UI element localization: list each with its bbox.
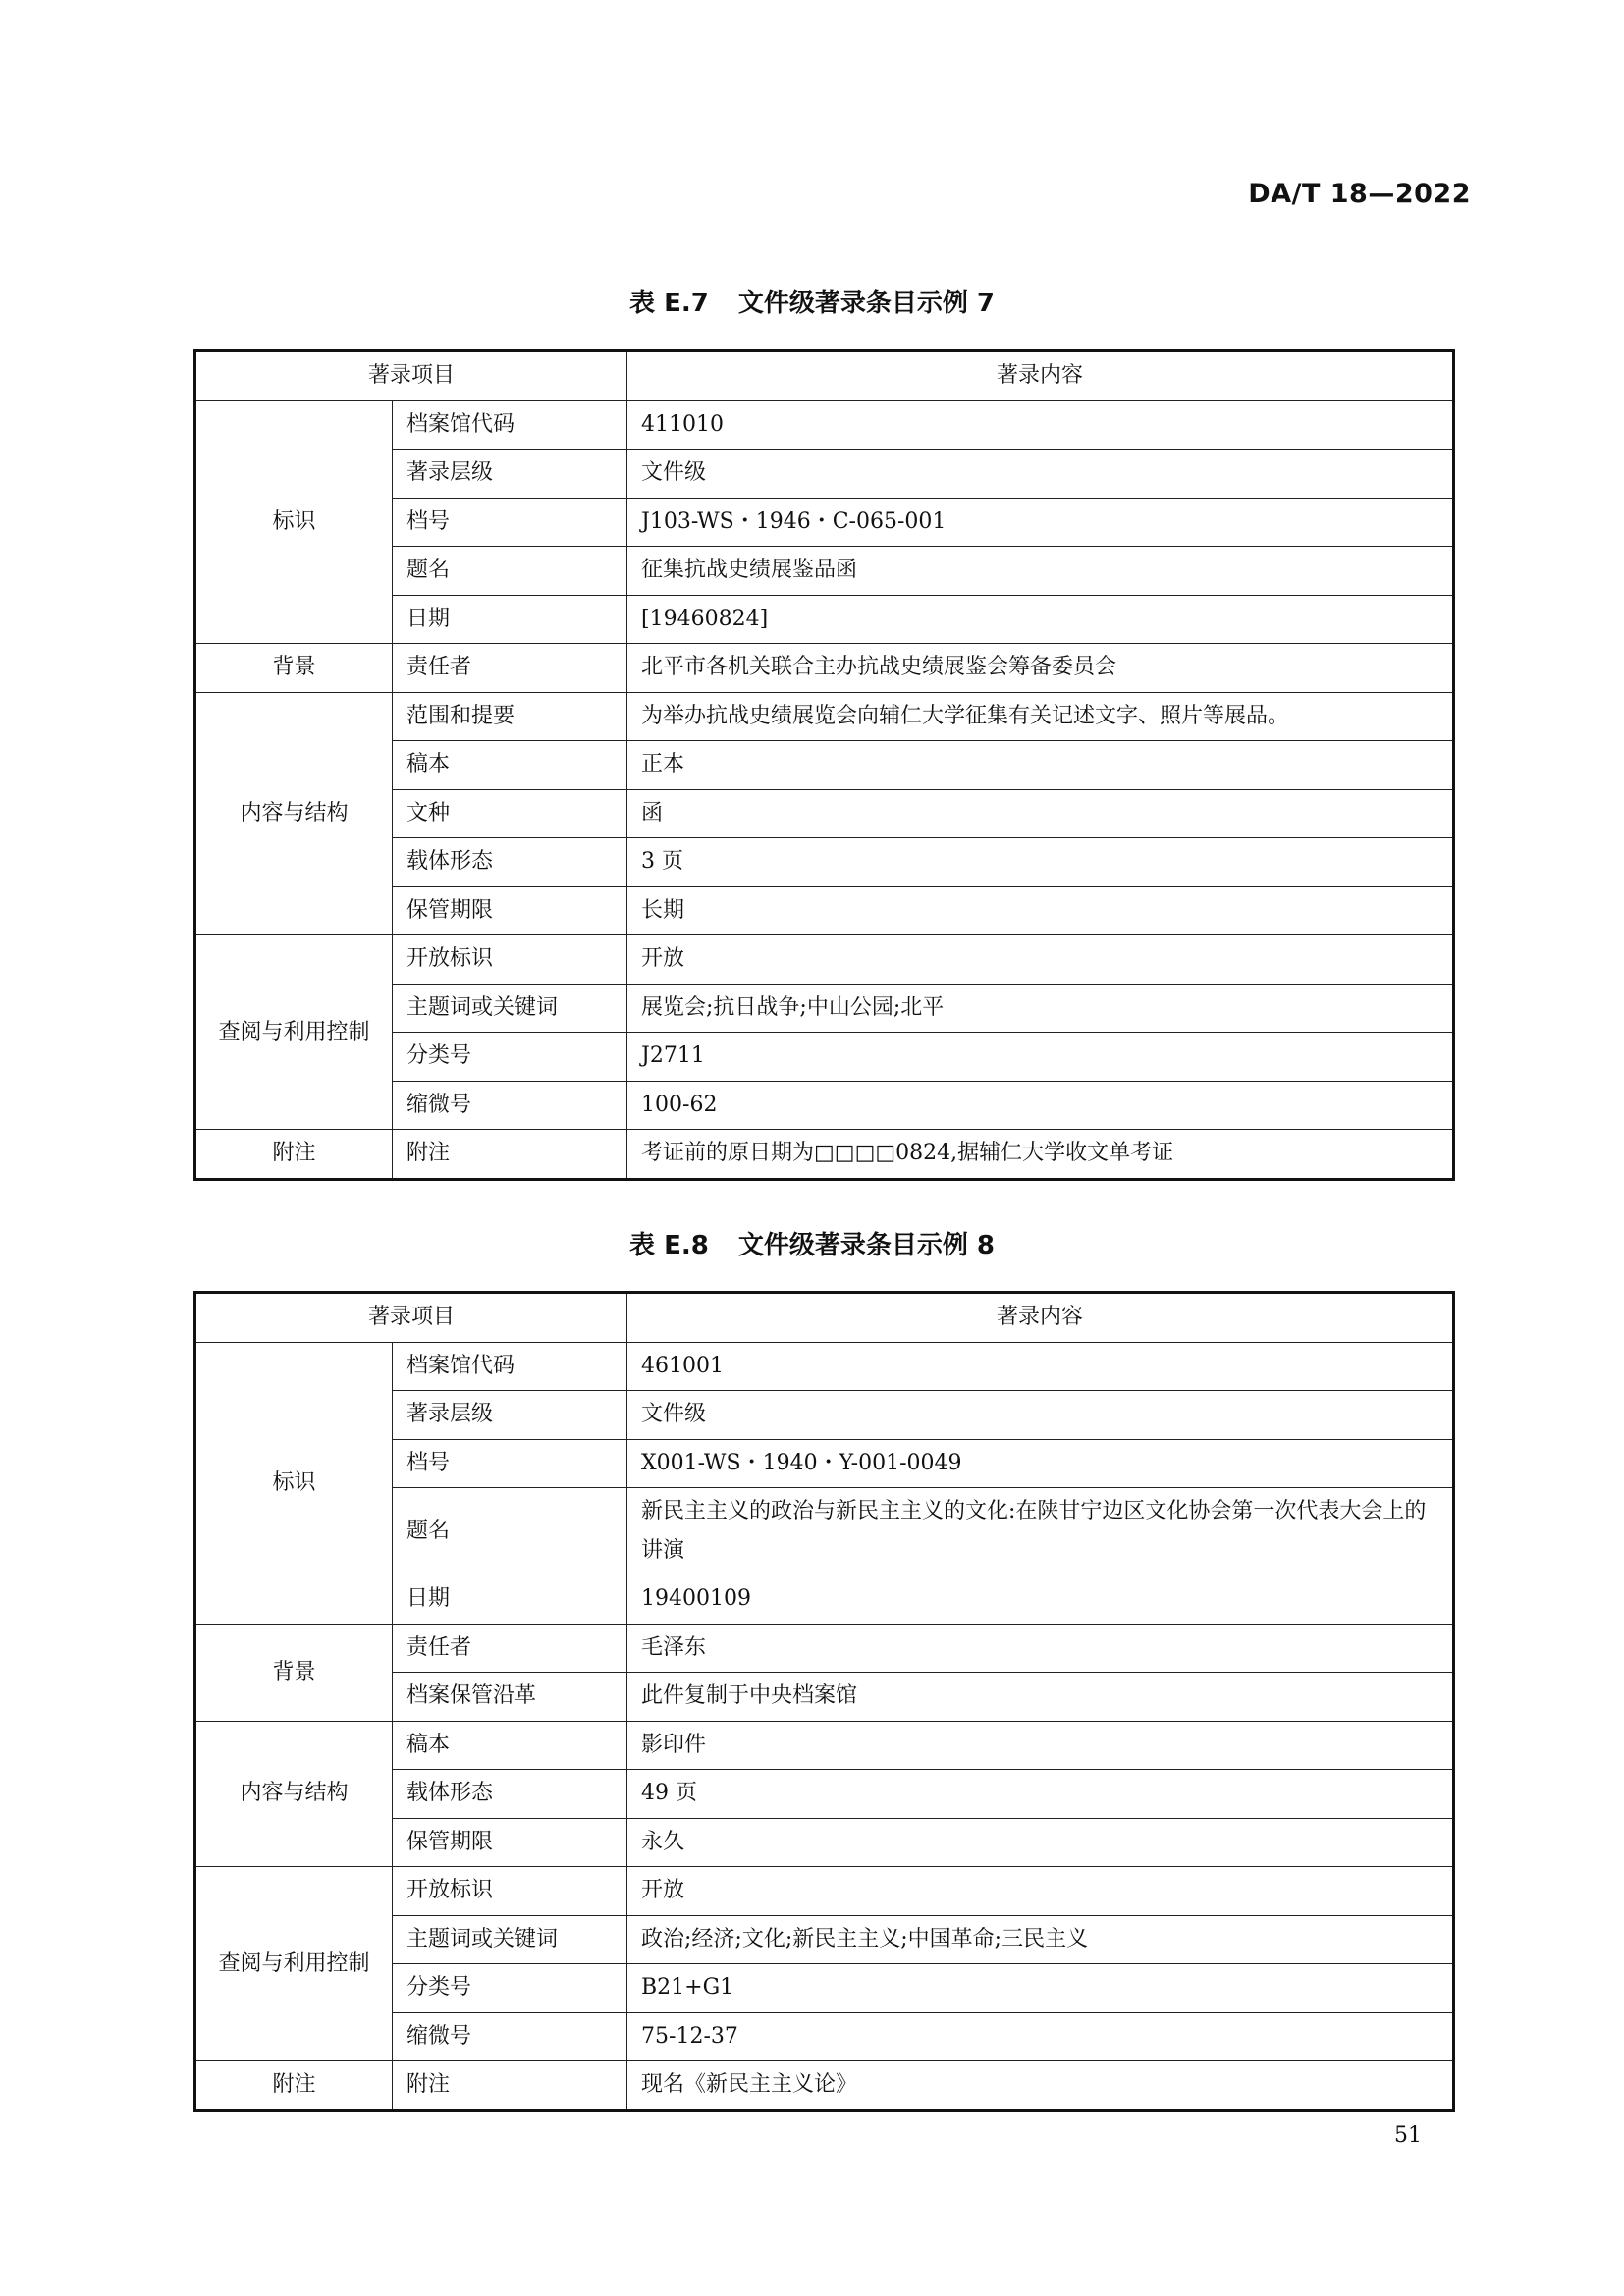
content-cell: 75-12-37 bbox=[627, 2012, 1454, 2061]
content-cell: J2711 bbox=[627, 1033, 1454, 1082]
table-row bbox=[195, 2061, 1454, 2111]
content-cell: 411010 bbox=[627, 400, 1454, 450]
item-cell: 责任者 bbox=[393, 644, 627, 693]
item-cell: 缩微号 bbox=[393, 1081, 627, 1130]
content-cell: B21+G1 bbox=[627, 1964, 1454, 2013]
group-name: 标识 bbox=[195, 400, 393, 644]
table-number: 表 E.8 bbox=[629, 1231, 709, 1260]
content-cell: 开放 bbox=[627, 1867, 1454, 1916]
table-row bbox=[195, 935, 1454, 985]
item-cell: 著录层级 bbox=[393, 1391, 627, 1440]
item-cell: 稿本 bbox=[393, 741, 627, 790]
group-name: 附注 bbox=[195, 2061, 393, 2111]
item-cell: 主题词或关键词 bbox=[393, 984, 627, 1033]
item-cell: 载体形态 bbox=[393, 838, 627, 887]
content-cell: 北平市各机关联合主办抗战史绩展鉴会筹备委员会 bbox=[627, 644, 1454, 693]
table-number: 表 E.7 bbox=[629, 289, 709, 318]
table-row bbox=[195, 1130, 1454, 1180]
item-cell: 日期 bbox=[393, 1575, 627, 1625]
item-cell: 题名 bbox=[393, 547, 627, 596]
content-cell: 展览会;抗日战争;中山公园;北平 bbox=[627, 984, 1454, 1033]
content-cell: 影印件 bbox=[627, 1721, 1454, 1770]
content-cell: 3 页 bbox=[627, 838, 1454, 887]
col-header-item: 著录项目 bbox=[195, 351, 627, 401]
header-row bbox=[195, 351, 1454, 401]
content-cell: 现名《新民主主义论》 bbox=[627, 2061, 1454, 2111]
item-cell: 档案馆代码 bbox=[393, 1342, 627, 1391]
content-cell: 毛泽东 bbox=[627, 1624, 1454, 1673]
item-cell: 开放标识 bbox=[393, 1867, 627, 1916]
item-cell: 著录层级 bbox=[393, 450, 627, 499]
group-name: 查阅与利用控制 bbox=[195, 1867, 393, 2061]
table-row bbox=[195, 1721, 1454, 1770]
content-cell: 长期 bbox=[627, 886, 1454, 935]
item-cell: 日期 bbox=[393, 595, 627, 644]
item-cell: 主题词或关键词 bbox=[393, 1915, 627, 1964]
content-cell: 此件复制于中央档案馆 bbox=[627, 1673, 1454, 1722]
content-cell: 正本 bbox=[627, 741, 1454, 790]
item-cell: 档号 bbox=[393, 1439, 627, 1488]
content-cell: 新民主主义的政治与新民主主义的文化:在陕甘宁边区文化协会第一次代表大会上的讲演 bbox=[627, 1488, 1454, 1575]
table-e7-caption bbox=[0, 283, 1624, 319]
content-cell: 19400109 bbox=[627, 1575, 1454, 1625]
content-cell: 政治;经济;文化;新民主主义;中国革命;三民主义 bbox=[627, 1915, 1454, 1964]
table-title: 文件级著录条目示例 7 bbox=[737, 289, 995, 318]
page-number: 51 bbox=[1394, 2123, 1422, 2148]
content-cell: [19460824] bbox=[627, 595, 1454, 644]
group-name: 附注 bbox=[195, 1130, 393, 1180]
content-cell: 开放 bbox=[627, 935, 1454, 985]
content-cell: 函 bbox=[627, 789, 1454, 838]
item-cell: 档案保管沿革 bbox=[393, 1673, 627, 1722]
content-cell: 征集抗战史绩展鉴品函 bbox=[627, 547, 1454, 596]
item-cell: 档案馆代码 bbox=[393, 400, 627, 450]
item-cell: 分类号 bbox=[393, 1033, 627, 1082]
header-row bbox=[195, 1293, 1454, 1343]
item-cell: 稿本 bbox=[393, 1721, 627, 1770]
group-name: 内容与结构 bbox=[195, 1721, 393, 1867]
col-header-item: 著录项目 bbox=[195, 1293, 627, 1343]
table-row bbox=[195, 1867, 1454, 1916]
item-cell: 附注 bbox=[393, 1130, 627, 1180]
group-name: 背景 bbox=[195, 644, 393, 693]
content-cell: 461001 bbox=[627, 1342, 1454, 1391]
content-cell: 文件级 bbox=[627, 1391, 1454, 1440]
table-title: 文件级著录条目示例 8 bbox=[737, 1231, 995, 1260]
content-cell: 为举办抗战史绩展览会向辅仁大学征集有关记述文字、照片等展品。 bbox=[627, 692, 1454, 741]
group-name: 内容与结构 bbox=[195, 692, 393, 935]
group-name: 标识 bbox=[195, 1342, 393, 1624]
item-cell: 载体形态 bbox=[393, 1770, 627, 1819]
item-cell: 责任者 bbox=[393, 1624, 627, 1673]
standard-code: DA/T 18—2022 bbox=[1248, 179, 1471, 209]
content-cell: 考证前的原日期为□□□□0824,据辅仁大学收文单考证 bbox=[627, 1130, 1454, 1180]
item-cell: 缩微号 bbox=[393, 2012, 627, 2061]
content-cell: X001-WS・1940・Y-001-0049 bbox=[627, 1439, 1454, 1488]
col-header-content: 著录内容 bbox=[627, 1293, 1454, 1343]
table-row bbox=[195, 644, 1454, 693]
group-name: 查阅与利用控制 bbox=[195, 935, 393, 1130]
content-cell: J103-WS・1946・C-065-001 bbox=[627, 498, 1454, 547]
table-row bbox=[195, 400, 1454, 450]
content-cell: 永久 bbox=[627, 1818, 1454, 1867]
item-cell: 分类号 bbox=[393, 1964, 627, 2013]
item-cell: 范围和提要 bbox=[393, 692, 627, 741]
group-name: 背景 bbox=[195, 1624, 393, 1721]
catalog-table-e8 bbox=[193, 1291, 1455, 2112]
item-cell: 档号 bbox=[393, 498, 627, 547]
item-cell: 附注 bbox=[393, 2061, 627, 2111]
item-cell: 保管期限 bbox=[393, 886, 627, 935]
catalog-table-e7 bbox=[193, 349, 1455, 1181]
item-cell: 开放标识 bbox=[393, 935, 627, 985]
item-cell: 题名 bbox=[393, 1488, 627, 1575]
content-cell: 文件级 bbox=[627, 450, 1454, 499]
table-e8-caption bbox=[0, 1225, 1624, 1261]
content-cell: 100-62 bbox=[627, 1081, 1454, 1130]
item-cell: 文种 bbox=[393, 789, 627, 838]
item-cell: 保管期限 bbox=[393, 1818, 627, 1867]
table-row bbox=[195, 692, 1454, 741]
table-row bbox=[195, 1624, 1454, 1673]
table-row bbox=[195, 1342, 1454, 1391]
col-header-content: 著录内容 bbox=[627, 351, 1454, 401]
content-cell: 49 页 bbox=[627, 1770, 1454, 1819]
